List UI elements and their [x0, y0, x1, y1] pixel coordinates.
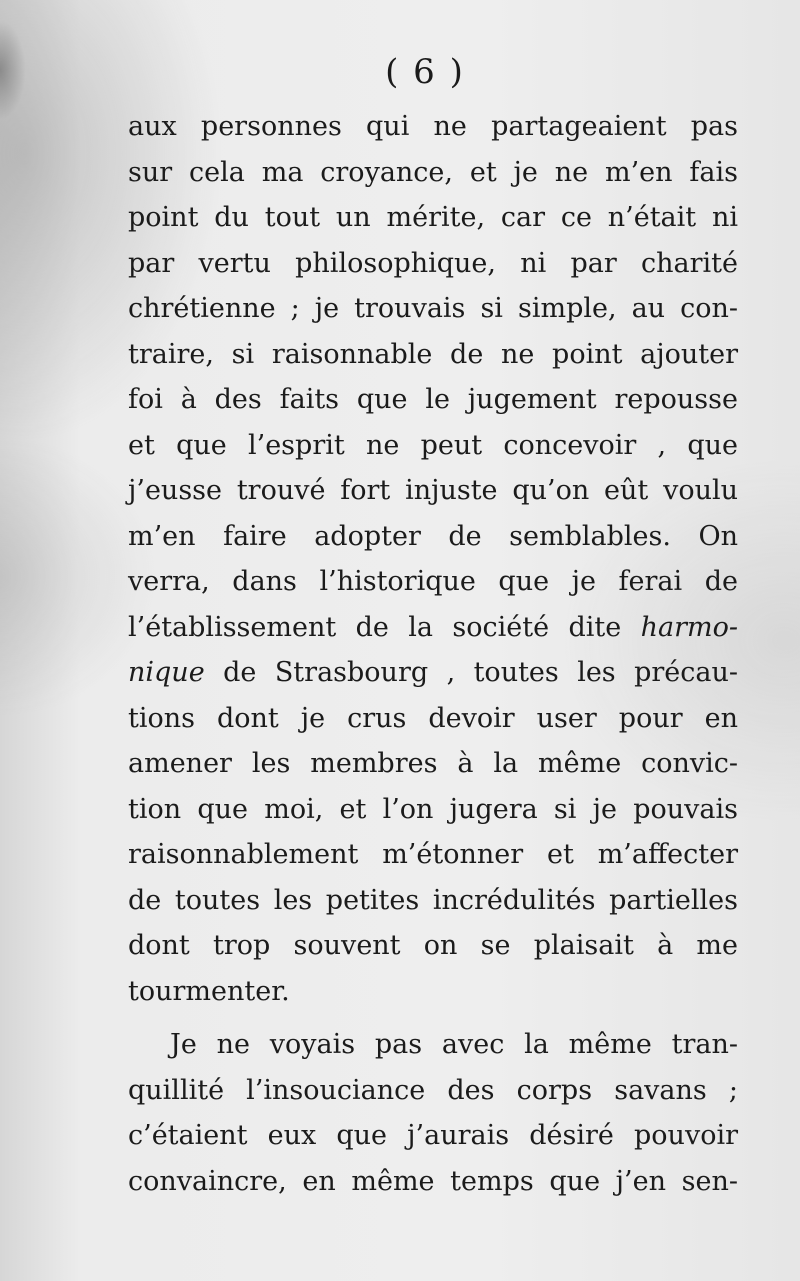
text-line: traire, si raisonnable de ne point ajouter [128, 338, 738, 370]
text-line [128, 650, 738, 696]
text-line: j’eusse trouvé fort injuste qu’on eût voulu [128, 475, 738, 506]
text-line: Je ne voyais pas avec la même tran- [170, 1029, 738, 1060]
text-segment: de Strasbourg , toutes les précau- [204, 657, 738, 688]
page-number: ( 6 ) [385, 52, 465, 92]
text-line: c’étaient eux que j’aurais désiré pouvoir [128, 1120, 738, 1151]
text-line: chrétienne ; je trouvais si simple, au con- [128, 293, 738, 324]
text-line: par vertu philosophique, ni par charité [128, 247, 738, 279]
text-line: m’en faire adopter de semblables. On [128, 520, 738, 552]
text-line: dont trop souvent on se plaisait à me [128, 930, 738, 961]
text-line: raisonnablement m’étonner et m’affecter [128, 839, 738, 870]
italic-word: nique [128, 657, 205, 688]
text-line: convaincre, en même temps que j’en sen- [128, 1165, 738, 1197]
text-line: sur cela ma croyance, et je ne m’en fais [128, 156, 738, 188]
text-line: tourmenter. [128, 975, 290, 1007]
text-line: de toutes les petites incrédulités partielles [128, 884, 738, 916]
body-text [128, 104, 738, 1204]
text-line: point du tout un mérite, car ce n’était ni [128, 202, 738, 233]
text-line [128, 605, 738, 651]
text-line: amener les membres à la même convic- [128, 748, 738, 779]
text-line: verra, dans l’historique que je ferai de [128, 566, 738, 597]
paragraph [128, 104, 738, 1014]
text-line: tion que moi, et l’on jugera si je pouvais [128, 793, 738, 825]
italic-word: harmo- [640, 611, 738, 643]
text-line: et que l’esprit ne peut concevoir , que [128, 429, 738, 461]
paragraph [128, 1022, 738, 1204]
paragraph-gap [128, 1014, 738, 1022]
text-line: aux personnes qui ne partageaient pas [128, 111, 738, 142]
text-line: tions dont je crus devoir user pour en [128, 702, 738, 734]
text-segment: l’établissement de la société dite [128, 611, 641, 643]
text-line: foi à des faits que le jugement repousse [128, 384, 738, 415]
text-line: quillité l’insouciance des corps savans ; [128, 1074, 738, 1106]
